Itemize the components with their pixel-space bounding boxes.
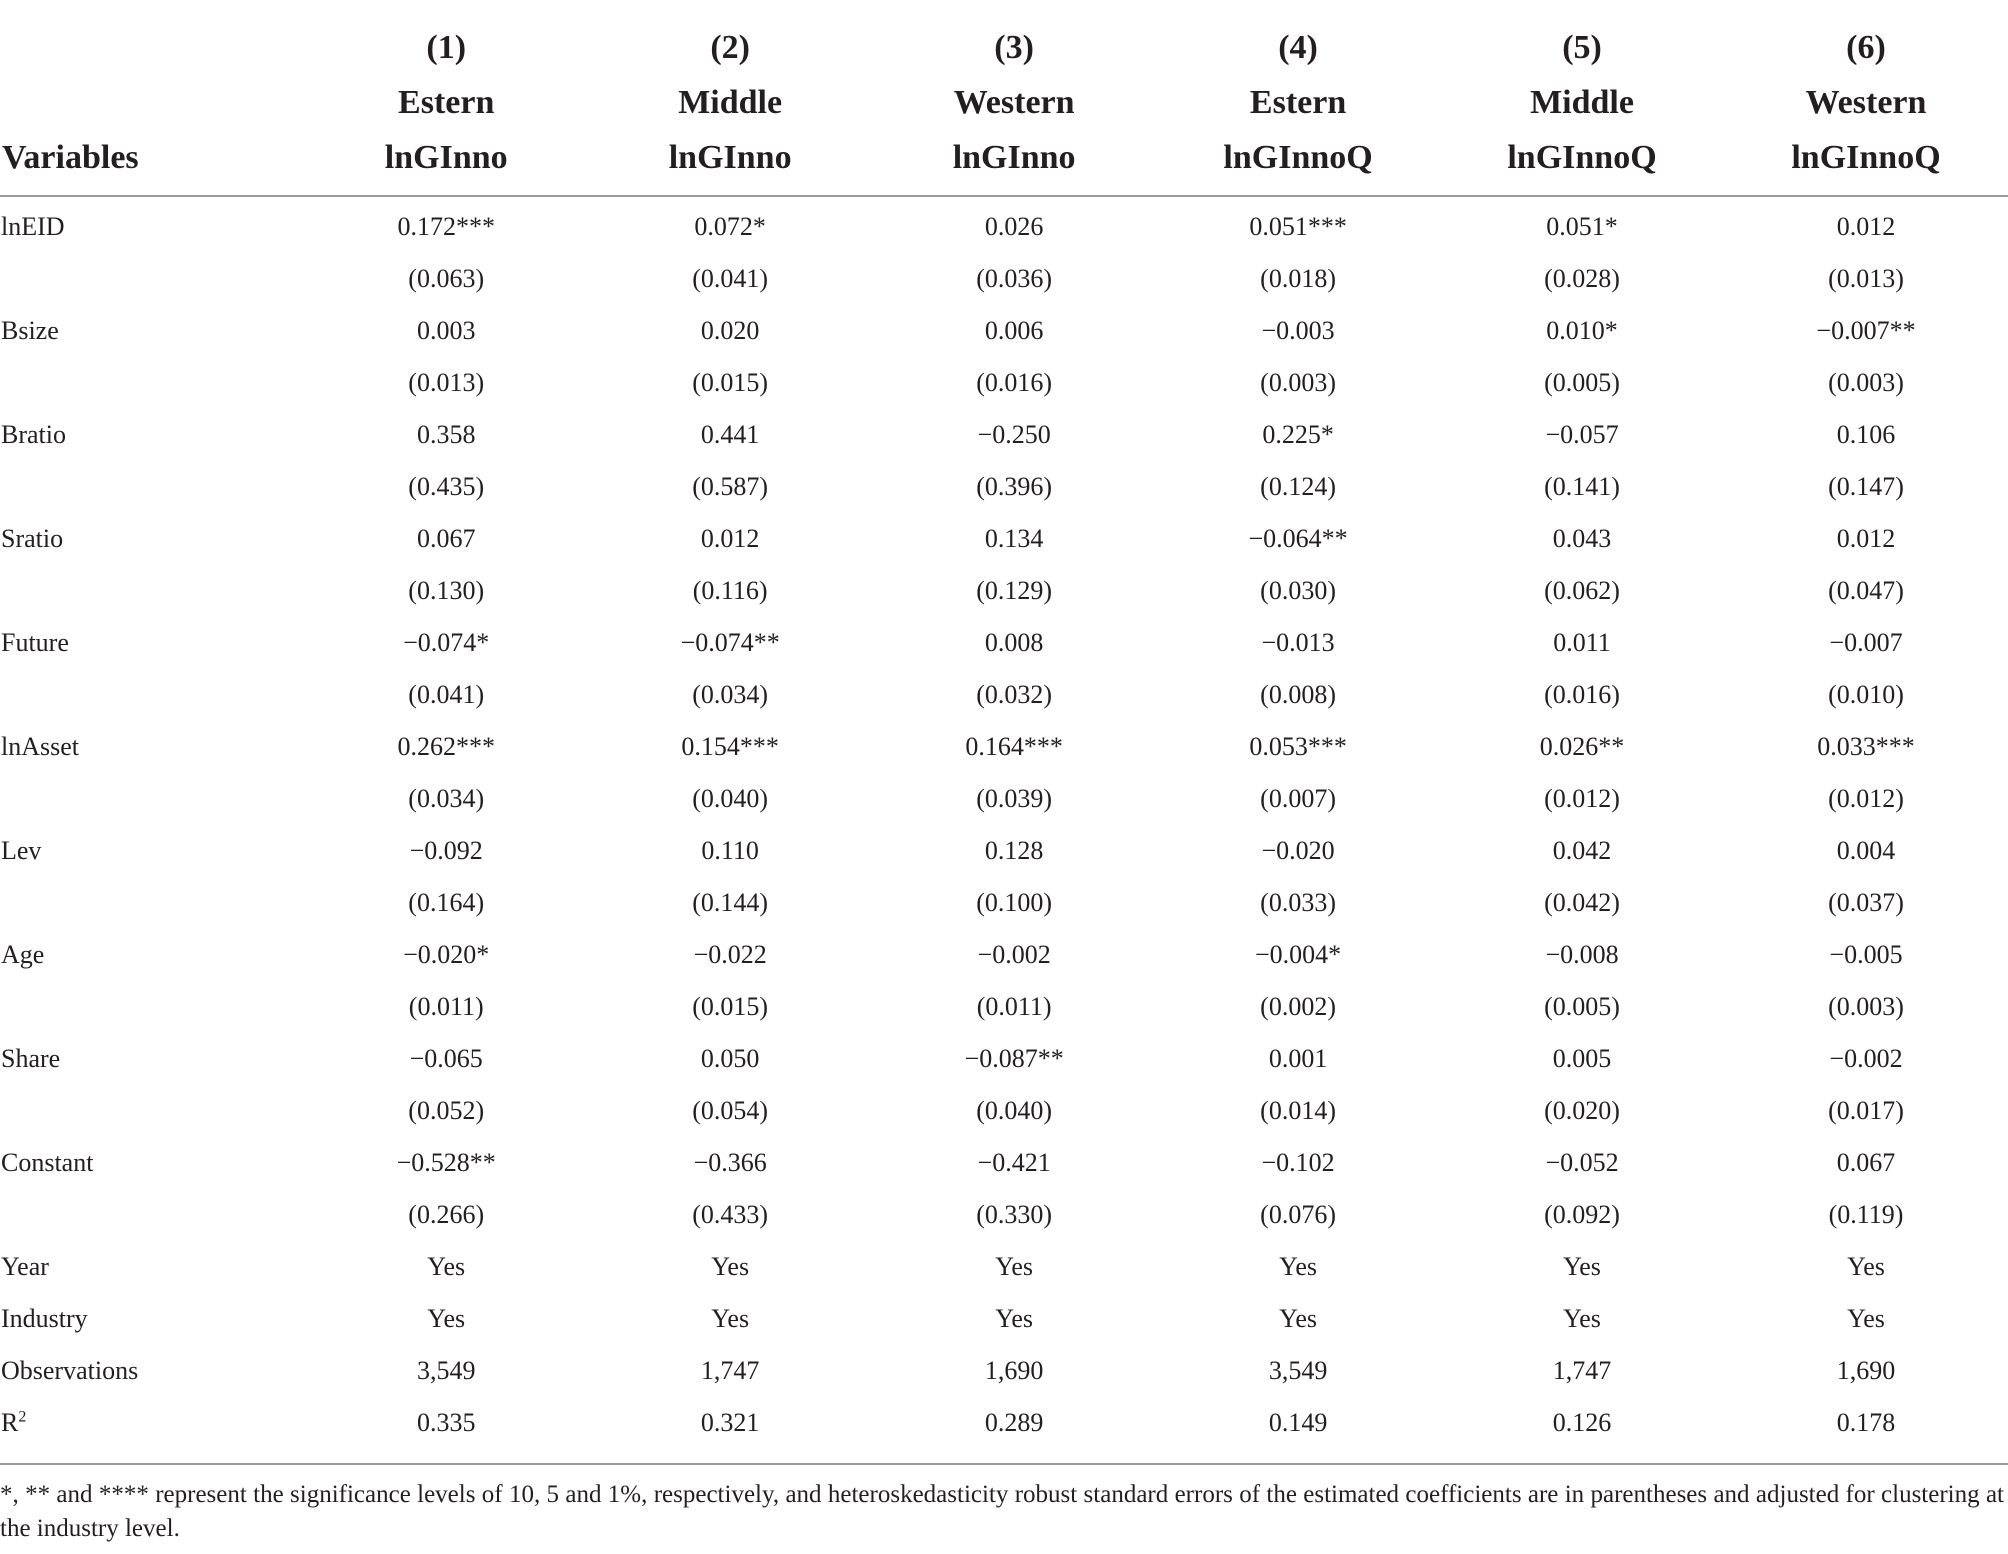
row-label-text: Age: [1, 940, 45, 969]
column-header-1: [304, 20, 588, 196]
table-cell: (0.036): [976, 264, 1053, 293]
table-cell: Yes: [1847, 1252, 1885, 1281]
table-cell: −0.064**: [1248, 524, 1348, 553]
table-cell: 0.262***: [397, 732, 495, 761]
column-dependent-variable: lnGInnoQ: [1223, 139, 1373, 176]
table-cell: (0.433): [692, 1200, 769, 1229]
table-cell: (0.016): [1544, 680, 1620, 709]
row-label: [0, 825, 304, 877]
table-cell: (0.002): [1260, 992, 1336, 1021]
table-cell: 0.154***: [681, 732, 779, 761]
table-cell: (0.011): [408, 992, 484, 1021]
table-row: [0, 1397, 2008, 1457]
table-cell: 0.008: [984, 628, 1044, 657]
table-cell: (0.039): [976, 784, 1053, 813]
row-label: [0, 1241, 304, 1293]
column-region: Western: [1805, 84, 1927, 121]
table-cell: 0.358: [416, 420, 476, 449]
table-cell: (0.040): [976, 1096, 1053, 1125]
table-cell: (0.116): [692, 576, 768, 605]
table-cell: −0.007: [1829, 628, 1903, 657]
footnote-divider: [0, 1463, 2008, 1465]
table-row: [0, 565, 2008, 617]
table-cell: (0.003): [1828, 992, 1904, 1021]
table-cell: 3,549: [416, 1356, 476, 1385]
column-header-4: [1156, 20, 1440, 196]
row-label-text: Constant: [1, 1148, 94, 1177]
table-cell: 1,747: [700, 1356, 760, 1385]
table-cell: (0.020): [1544, 1096, 1620, 1125]
table-cell: −0.074*: [403, 628, 490, 657]
table-cell: 3,549: [1268, 1356, 1328, 1385]
table-cell: (0.041): [692, 264, 769, 293]
column-region: Western: [953, 84, 1075, 121]
table-cell: 0.005: [1552, 1044, 1612, 1073]
table-cell: (0.012): [1828, 784, 1904, 813]
table-cell: 0.178: [1836, 1408, 1896, 1437]
row-label-text: lnEID: [1, 212, 65, 241]
table-cell: 0.149: [1268, 1408, 1328, 1437]
table-cell: (0.030): [1260, 576, 1336, 605]
table-cell: (0.147): [1828, 472, 1904, 501]
table-cell: 0.010*: [1546, 316, 1618, 345]
table-cell: 0.225*: [1262, 420, 1334, 449]
table-cell: −0.074**: [680, 628, 780, 657]
table-cell: 0.020: [700, 316, 760, 345]
column-dependent-variable: lnGInnoQ: [1507, 139, 1657, 176]
row-label: [0, 196, 304, 253]
row-label: [0, 461, 304, 513]
table-cell: (0.033): [1260, 888, 1336, 917]
table-cell: (0.018): [1260, 264, 1336, 293]
table-cell: −0.005: [1829, 940, 1903, 969]
table-cell: −0.092: [409, 836, 483, 865]
row-label: [0, 929, 304, 981]
table-cell: (0.052): [408, 1096, 485, 1125]
column-number: (1): [426, 29, 467, 66]
table-cell: (0.041): [408, 680, 485, 709]
table-body: [0, 196, 2008, 1457]
table-cell: Yes: [1279, 1304, 1317, 1333]
column-region: Estern: [398, 84, 495, 121]
table-cell: Yes: [1563, 1252, 1601, 1281]
table-cell: (0.008): [1260, 680, 1336, 709]
table-row: [0, 981, 2008, 1033]
row-label: [0, 669, 304, 721]
table-cell: 0.012: [700, 524, 760, 553]
table-cell: −0.052: [1545, 1148, 1619, 1177]
row-label: [0, 357, 304, 409]
table-cell: (0.141): [1544, 472, 1620, 501]
table-row: [0, 669, 2008, 721]
column-header-3: [872, 20, 1156, 196]
table-cell: (0.003): [1260, 368, 1336, 397]
row-label-text: Bsize: [1, 316, 59, 345]
table-cell: −0.020*: [403, 940, 490, 969]
table-cell: −0.250: [977, 420, 1051, 449]
row-label-text: Industry: [1, 1304, 88, 1333]
table-row: [0, 1085, 2008, 1137]
table-cell: 0.026: [984, 212, 1044, 241]
table-row: [0, 721, 2008, 773]
table-row: [0, 877, 2008, 929]
row-label-text: Sratio: [1, 524, 64, 553]
table-cell: (0.042): [1544, 888, 1620, 917]
table-cell: (0.587): [692, 472, 769, 501]
column-number: (2): [710, 29, 750, 66]
row-label-text: Share: [1, 1044, 61, 1073]
table-cell: Yes: [1847, 1304, 1885, 1333]
table-cell: (0.007): [1260, 784, 1336, 813]
table-cell: 0.011: [1553, 628, 1611, 657]
table-row: [0, 461, 2008, 513]
table-cell: (0.013): [1828, 264, 1904, 293]
table-cell: 0.042: [1552, 836, 1612, 865]
table-cell: Yes: [711, 1252, 750, 1281]
table-cell: −0.020: [1261, 836, 1335, 865]
column-region: Middle: [1530, 84, 1634, 121]
table-cell: (0.092): [1544, 1200, 1620, 1229]
table-cell: −0.008: [1545, 940, 1619, 969]
table-cell: (0.016): [976, 368, 1053, 397]
row-label: [0, 773, 304, 825]
table-row: [0, 1293, 2008, 1345]
table-row: [0, 773, 2008, 825]
table-cell: (0.037): [1828, 888, 1904, 917]
table-cell: (0.100): [976, 888, 1053, 917]
table-cell: (0.144): [692, 888, 769, 917]
table-cell: 1,747: [1552, 1356, 1612, 1385]
table-cell: 0.106: [1836, 420, 1896, 449]
table-cell: (0.013): [408, 368, 485, 397]
table-row: [0, 357, 2008, 409]
table-cell: −0.002: [977, 940, 1051, 969]
column-dependent-variable: lnGInno: [952, 139, 1076, 176]
table-cell: 0.051*: [1546, 212, 1618, 241]
table-cell: −0.366: [693, 1148, 767, 1177]
table-cell: 0.053***: [1249, 732, 1347, 761]
table-cell: −0.003: [1261, 316, 1335, 345]
table-cell: (0.047): [1828, 576, 1904, 605]
row-label: [0, 1085, 304, 1137]
table-cell: 0.289: [984, 1408, 1044, 1437]
table-cell: Yes: [1279, 1252, 1317, 1281]
table-row: [0, 305, 2008, 357]
table-cell: 0.134: [984, 524, 1044, 553]
column-header-5: [1440, 20, 1724, 196]
column-number: (6): [1846, 29, 1886, 66]
table-cell: (0.034): [692, 680, 769, 709]
table-cell: (0.017): [1828, 1096, 1904, 1125]
column-header-6: [1724, 20, 2008, 196]
table-cell: −0.528**: [396, 1148, 496, 1177]
table-row: [0, 1137, 2008, 1189]
table-cell: (0.003): [1828, 368, 1904, 397]
table-cell: Yes: [1563, 1304, 1601, 1333]
header-row: [0, 20, 2008, 196]
table-cell: (0.124): [1260, 472, 1336, 501]
row-label: [0, 1345, 304, 1397]
table-row: [0, 825, 2008, 877]
row-label: [0, 253, 304, 305]
table-cell: 0.012: [1836, 524, 1896, 553]
table-cell: Yes: [427, 1252, 466, 1281]
row-label: [0, 409, 304, 461]
table-cell: (0.054): [692, 1096, 769, 1125]
table-cell: (0.005): [1544, 992, 1620, 1021]
table-row: [0, 513, 2008, 565]
table-cell: (0.032): [976, 680, 1053, 709]
table-cell: 0.321: [700, 1408, 760, 1437]
row-label: [0, 1293, 304, 1345]
table-cell: (0.063): [408, 264, 485, 293]
row-label-text: Year: [1, 1252, 49, 1281]
table-cell: 0.050: [700, 1044, 760, 1073]
column-region: Estern: [1249, 84, 1347, 121]
table-cell: 0.043: [1552, 524, 1612, 553]
row-label-text: Bratio: [1, 420, 66, 449]
table-cell: −0.022: [693, 940, 767, 969]
table-cell: (0.012): [1544, 784, 1620, 813]
row-label: [0, 877, 304, 929]
table-row: [0, 929, 2008, 981]
table-cell: 0.126: [1552, 1408, 1612, 1437]
row-label: [0, 721, 304, 773]
table-cell: 0.128: [984, 836, 1044, 865]
table-footnote: *, ** and **** represent the significance levels of 10, 5 and 1%, respectively, and heteroskedasticity robust standard errors of the estimated coefficients are in parentheses and adjusted for clustering at the industry level.: [0, 1481, 2004, 1542]
table-cell: 0.026**: [1539, 732, 1625, 761]
table-cell: 0.004: [1836, 836, 1896, 865]
table-cell: −0.065: [409, 1044, 483, 1073]
row-label: [0, 617, 304, 669]
row-label: [0, 1033, 304, 1085]
table-cell: (0.011): [976, 992, 1052, 1021]
table-row: [0, 1189, 2008, 1241]
table-cell: (0.010): [1828, 680, 1904, 709]
row-label: [0, 565, 304, 617]
table-cell: (0.130): [408, 576, 485, 605]
table-cell: (0.129): [976, 576, 1053, 605]
row-label: [0, 1189, 304, 1241]
table-row: [0, 409, 2008, 461]
table-cell: Yes: [995, 1304, 1034, 1333]
table-cell: −0.002: [1829, 1044, 1903, 1073]
column-dependent-variable: lnGInno: [668, 139, 792, 176]
table-row: [0, 617, 2008, 669]
row-label-text: Lev: [1, 836, 42, 865]
table-cell: Yes: [711, 1304, 750, 1333]
table-cell: Yes: [995, 1252, 1034, 1281]
column-dependent-variable: lnGInnoQ: [1791, 139, 1941, 176]
row-label-text: R: [1, 1408, 19, 1437]
table-cell: 0.033***: [1817, 732, 1915, 761]
table-cell: (0.330): [976, 1200, 1053, 1229]
table-cell: −0.004*: [1254, 940, 1342, 969]
table-cell: −0.102: [1261, 1148, 1335, 1177]
row-label-text: lnAsset: [1, 732, 79, 761]
table-cell: (0.005): [1544, 368, 1620, 397]
row-label: [0, 1397, 304, 1457]
table-cell: −0.087**: [964, 1044, 1064, 1073]
table-cell: 0.164***: [965, 732, 1063, 761]
row-label: [0, 981, 304, 1033]
column-number: (3): [994, 29, 1034, 66]
table-cell: Yes: [427, 1304, 466, 1333]
table-cell: 0.441: [700, 420, 760, 449]
table-cell: 1,690: [984, 1356, 1044, 1385]
table-cell: 0.072*: [694, 212, 766, 241]
column-header-2: [588, 20, 872, 196]
table-cell: (0.028): [1544, 264, 1620, 293]
table-cell: −0.421: [977, 1148, 1051, 1177]
table-cell: (0.119): [1828, 1200, 1904, 1229]
table-cell: 0.003: [416, 316, 476, 345]
table-cell: −0.013: [1261, 628, 1335, 657]
table-cell: (0.076): [1260, 1200, 1336, 1229]
table-row: [0, 196, 2008, 253]
table-cell: (0.015): [692, 992, 769, 1021]
table-cell: 0.067: [1836, 1148, 1896, 1177]
table-cell: 0.172***: [397, 212, 495, 241]
table-cell: (0.396): [976, 472, 1053, 501]
table-row: [0, 1345, 2008, 1397]
table-cell: −0.007**: [1816, 316, 1916, 345]
table-cell: (0.015): [692, 368, 769, 397]
table-cell: (0.034): [408, 784, 485, 813]
table-cell: (0.014): [1260, 1096, 1336, 1125]
table-cell: 1,690: [1836, 1356, 1896, 1385]
variables-header: Variables: [0, 20, 304, 196]
row-label-text: Future: [1, 628, 69, 657]
table-row: [0, 1033, 2008, 1085]
table-cell: (0.435): [408, 472, 485, 501]
row-label: [0, 513, 304, 565]
table-row: [0, 253, 2008, 305]
table-row: [0, 1241, 2008, 1293]
column-region: Middle: [678, 84, 783, 121]
column-number: (4): [1278, 29, 1318, 66]
table-cell: 0.335: [416, 1408, 476, 1437]
table-cell: 0.012: [1836, 212, 1896, 241]
table-cell: 0.067: [416, 524, 476, 553]
table-cell: 0.001: [1268, 1044, 1328, 1073]
regression-table: [0, 20, 2008, 1457]
row-label: [0, 1137, 304, 1189]
row-label-superscript: 2: [18, 1408, 27, 1426]
table-cell: (0.266): [408, 1200, 485, 1229]
row-label-text: Observations: [1, 1356, 139, 1385]
table-cell: −0.057: [1545, 420, 1619, 449]
table-cell: (0.040): [692, 784, 769, 813]
column-dependent-variable: lnGInno: [384, 139, 508, 176]
table-cell: 0.110: [701, 836, 759, 865]
table-cell: 0.006: [984, 316, 1044, 345]
column-number: (5): [1562, 29, 1602, 66]
row-label: [0, 305, 304, 357]
table-cell: (0.164): [408, 888, 485, 917]
table-cell: 0.051***: [1249, 212, 1347, 241]
table-cell: (0.062): [1544, 576, 1620, 605]
